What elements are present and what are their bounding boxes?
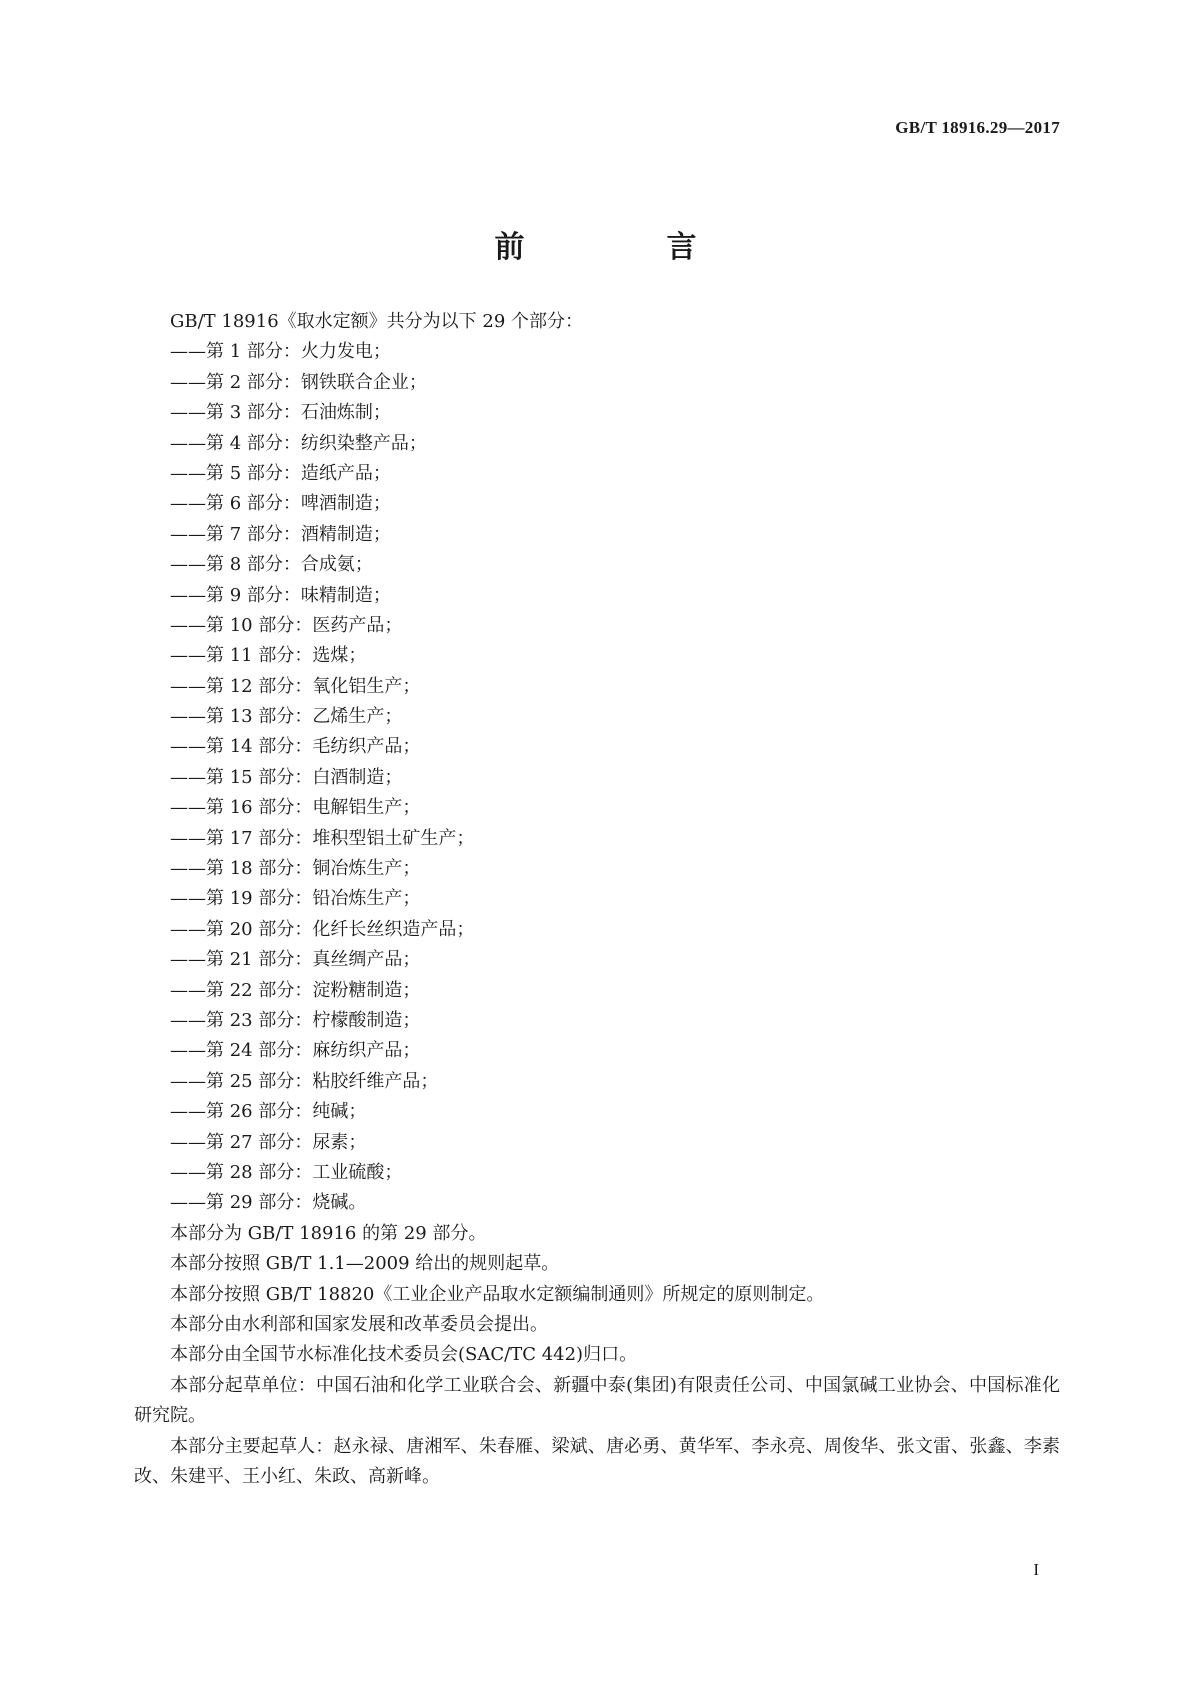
paragraph: 本部分由全国节水标准化技术委员会(SAC/TC 442)归口。 [170, 1344, 638, 1366]
list-item: ——第 13 部分：乙烯生产； [170, 706, 403, 728]
paragraph: 本部分主要起草人：赵永禄、唐湘军、朱春雁、梁斌、唐必勇、黄华军、李永亮、周俊华、张文雷、张鑫、李素改、朱建平、王小红、朱政、高新峰。 [134, 1435, 1060, 1487]
list-item: ——第 5 部分：造纸产品； [170, 462, 391, 484]
list-item: ——第 24 部分：麻纺织产品； [170, 1040, 421, 1062]
list-item: ——第 14 部分：毛纺织产品； [170, 736, 421, 758]
list-item: ——第 18 部分：铜冶炼生产； [170, 858, 421, 880]
list-item: ——第 3 部分：石油炼制； [170, 402, 391, 424]
paragraph: 本部分由水利部和国家发展和改革委员会提出。 [170, 1313, 548, 1335]
paragraph: 本部分按照 GB/T 18820《工业企业产品取水定额编制通则》所规定的原则制定。 [170, 1283, 825, 1305]
list-item: ——第 29 部分：烧碱。 [170, 1192, 367, 1214]
list-item: ——第 16 部分：电解铝生产； [170, 797, 421, 819]
standard-code: GB/T 18916.29—2017 [895, 118, 1060, 137]
list-item: ——第 21 部分：真丝绸产品； [170, 949, 421, 971]
list-item: ——第 27 部分：尿素； [170, 1131, 367, 1153]
list-item: ——第 12 部分：氧化铝生产； [170, 675, 421, 697]
list-item: ——第 26 部分：纯碱； [170, 1101, 367, 1123]
list-item: ——第 2 部分：钢铁联合企业； [170, 371, 427, 393]
list-item: ——第 1 部分：火力发电； [170, 341, 391, 363]
paragraph: 本部分按照 GB/T 1.1—2009 给出的规则起草。 [170, 1253, 560, 1275]
list-item: ——第 23 部分：柠檬酸制造； [170, 1009, 421, 1031]
list-item: ——第 4 部分：纺织染整产品； [170, 432, 427, 454]
list-item: ——第 9 部分：味精制造； [170, 584, 391, 606]
list-item: ——第 19 部分：铅冶炼生产； [170, 888, 421, 910]
list-item: ——第 11 部分：选煤； [170, 645, 367, 667]
list-item: ——第 6 部分：啤酒制造； [170, 493, 391, 515]
list-item: ——第 15 部分：白酒制造； [170, 766, 403, 788]
list-item: ——第 20 部分：化纤长丝织造产品； [170, 918, 475, 940]
list-item: ——第 28 部分：工业硫酸； [170, 1161, 403, 1183]
paragraph: 本部分起草单位：中国石油和化学工业联合会、新疆中泰(集团)有限责任公司、中国氯碱工业协会、中国标准化研究院。 [134, 1374, 1060, 1427]
document-body [134, 307, 1060, 1492]
parts-list [134, 337, 1060, 1218]
list-item: ——第 22 部分：淀粉糖制造； [170, 979, 421, 1001]
paragraph-list [134, 1219, 1060, 1493]
intro-line: GB/T 18916《取水定额》共分为以下 29 个部分： [170, 311, 584, 332]
paragraph: 本部分为 GB/T 18916 的第 29 部分。 [170, 1222, 487, 1244]
page-title: 前 言 [494, 230, 753, 265]
list-item: ——第 7 部分：酒精制造； [170, 523, 391, 545]
page-number: I [1033, 1560, 1039, 1579]
list-item: ——第 10 部分：医药产品； [170, 614, 403, 636]
list-item: ——第 8 部分：合成氨； [170, 554, 373, 576]
list-item: ——第 25 部分：粘胶纤维产品； [170, 1070, 439, 1092]
list-item: ——第 17 部分：堆积型铝土矿生产； [170, 827, 475, 849]
